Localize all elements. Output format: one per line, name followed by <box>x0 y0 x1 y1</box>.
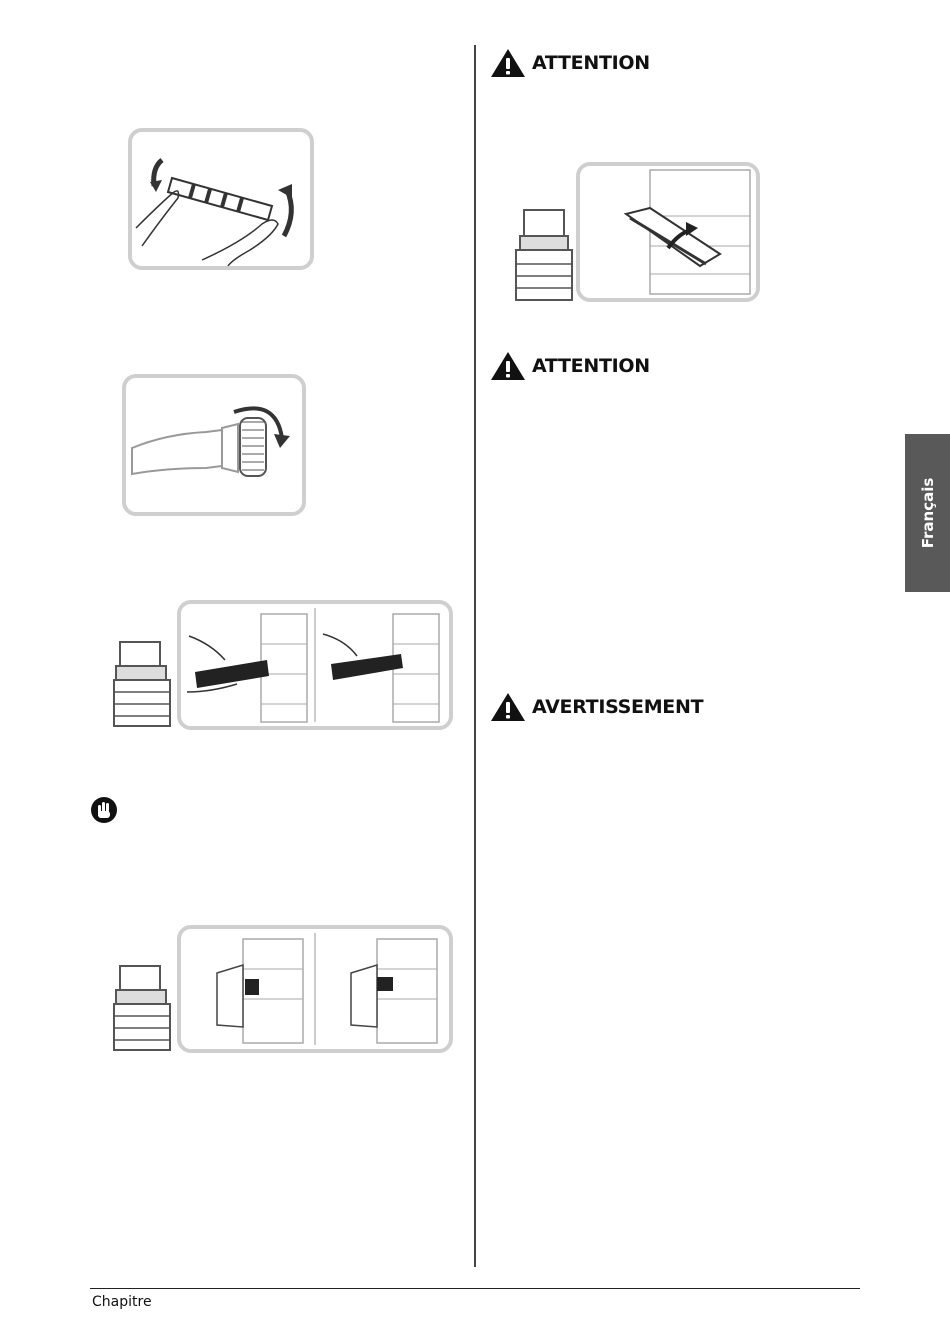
attention-warning-heading <box>490 48 650 78</box>
toner-cover-close-illustration <box>177 925 453 1053</box>
avertissement-warning-heading <box>490 692 703 722</box>
front-cover-open-illustration <box>576 162 760 302</box>
machine-thumbnail-icon <box>108 960 174 1052</box>
toner-cap-removal-illustration <box>122 374 306 516</box>
warning-label: ATTENTION <box>532 52 650 74</box>
column-divider <box>474 45 476 1267</box>
warning-triangle-icon <box>490 351 526 381</box>
toner-shake-illustration <box>128 128 314 270</box>
language-tab-label: Français <box>918 477 937 549</box>
machine-thumbnail-icon <box>510 206 576 302</box>
footer-chapter-label: Chapitre <box>92 1294 152 1310</box>
important-hand-icon <box>90 796 118 824</box>
footer-rule <box>90 1288 860 1289</box>
warning-triangle-icon <box>490 48 526 78</box>
warning-label: AVERTISSEMENT <box>532 696 704 718</box>
toner-insertion-illustration <box>177 600 453 730</box>
machine-thumbnail-icon <box>108 636 174 728</box>
attention-warning-heading <box>490 351 650 381</box>
warning-label: ATTENTION <box>532 355 650 377</box>
language-side-tab <box>905 434 950 592</box>
warning-triangle-icon <box>490 692 526 722</box>
